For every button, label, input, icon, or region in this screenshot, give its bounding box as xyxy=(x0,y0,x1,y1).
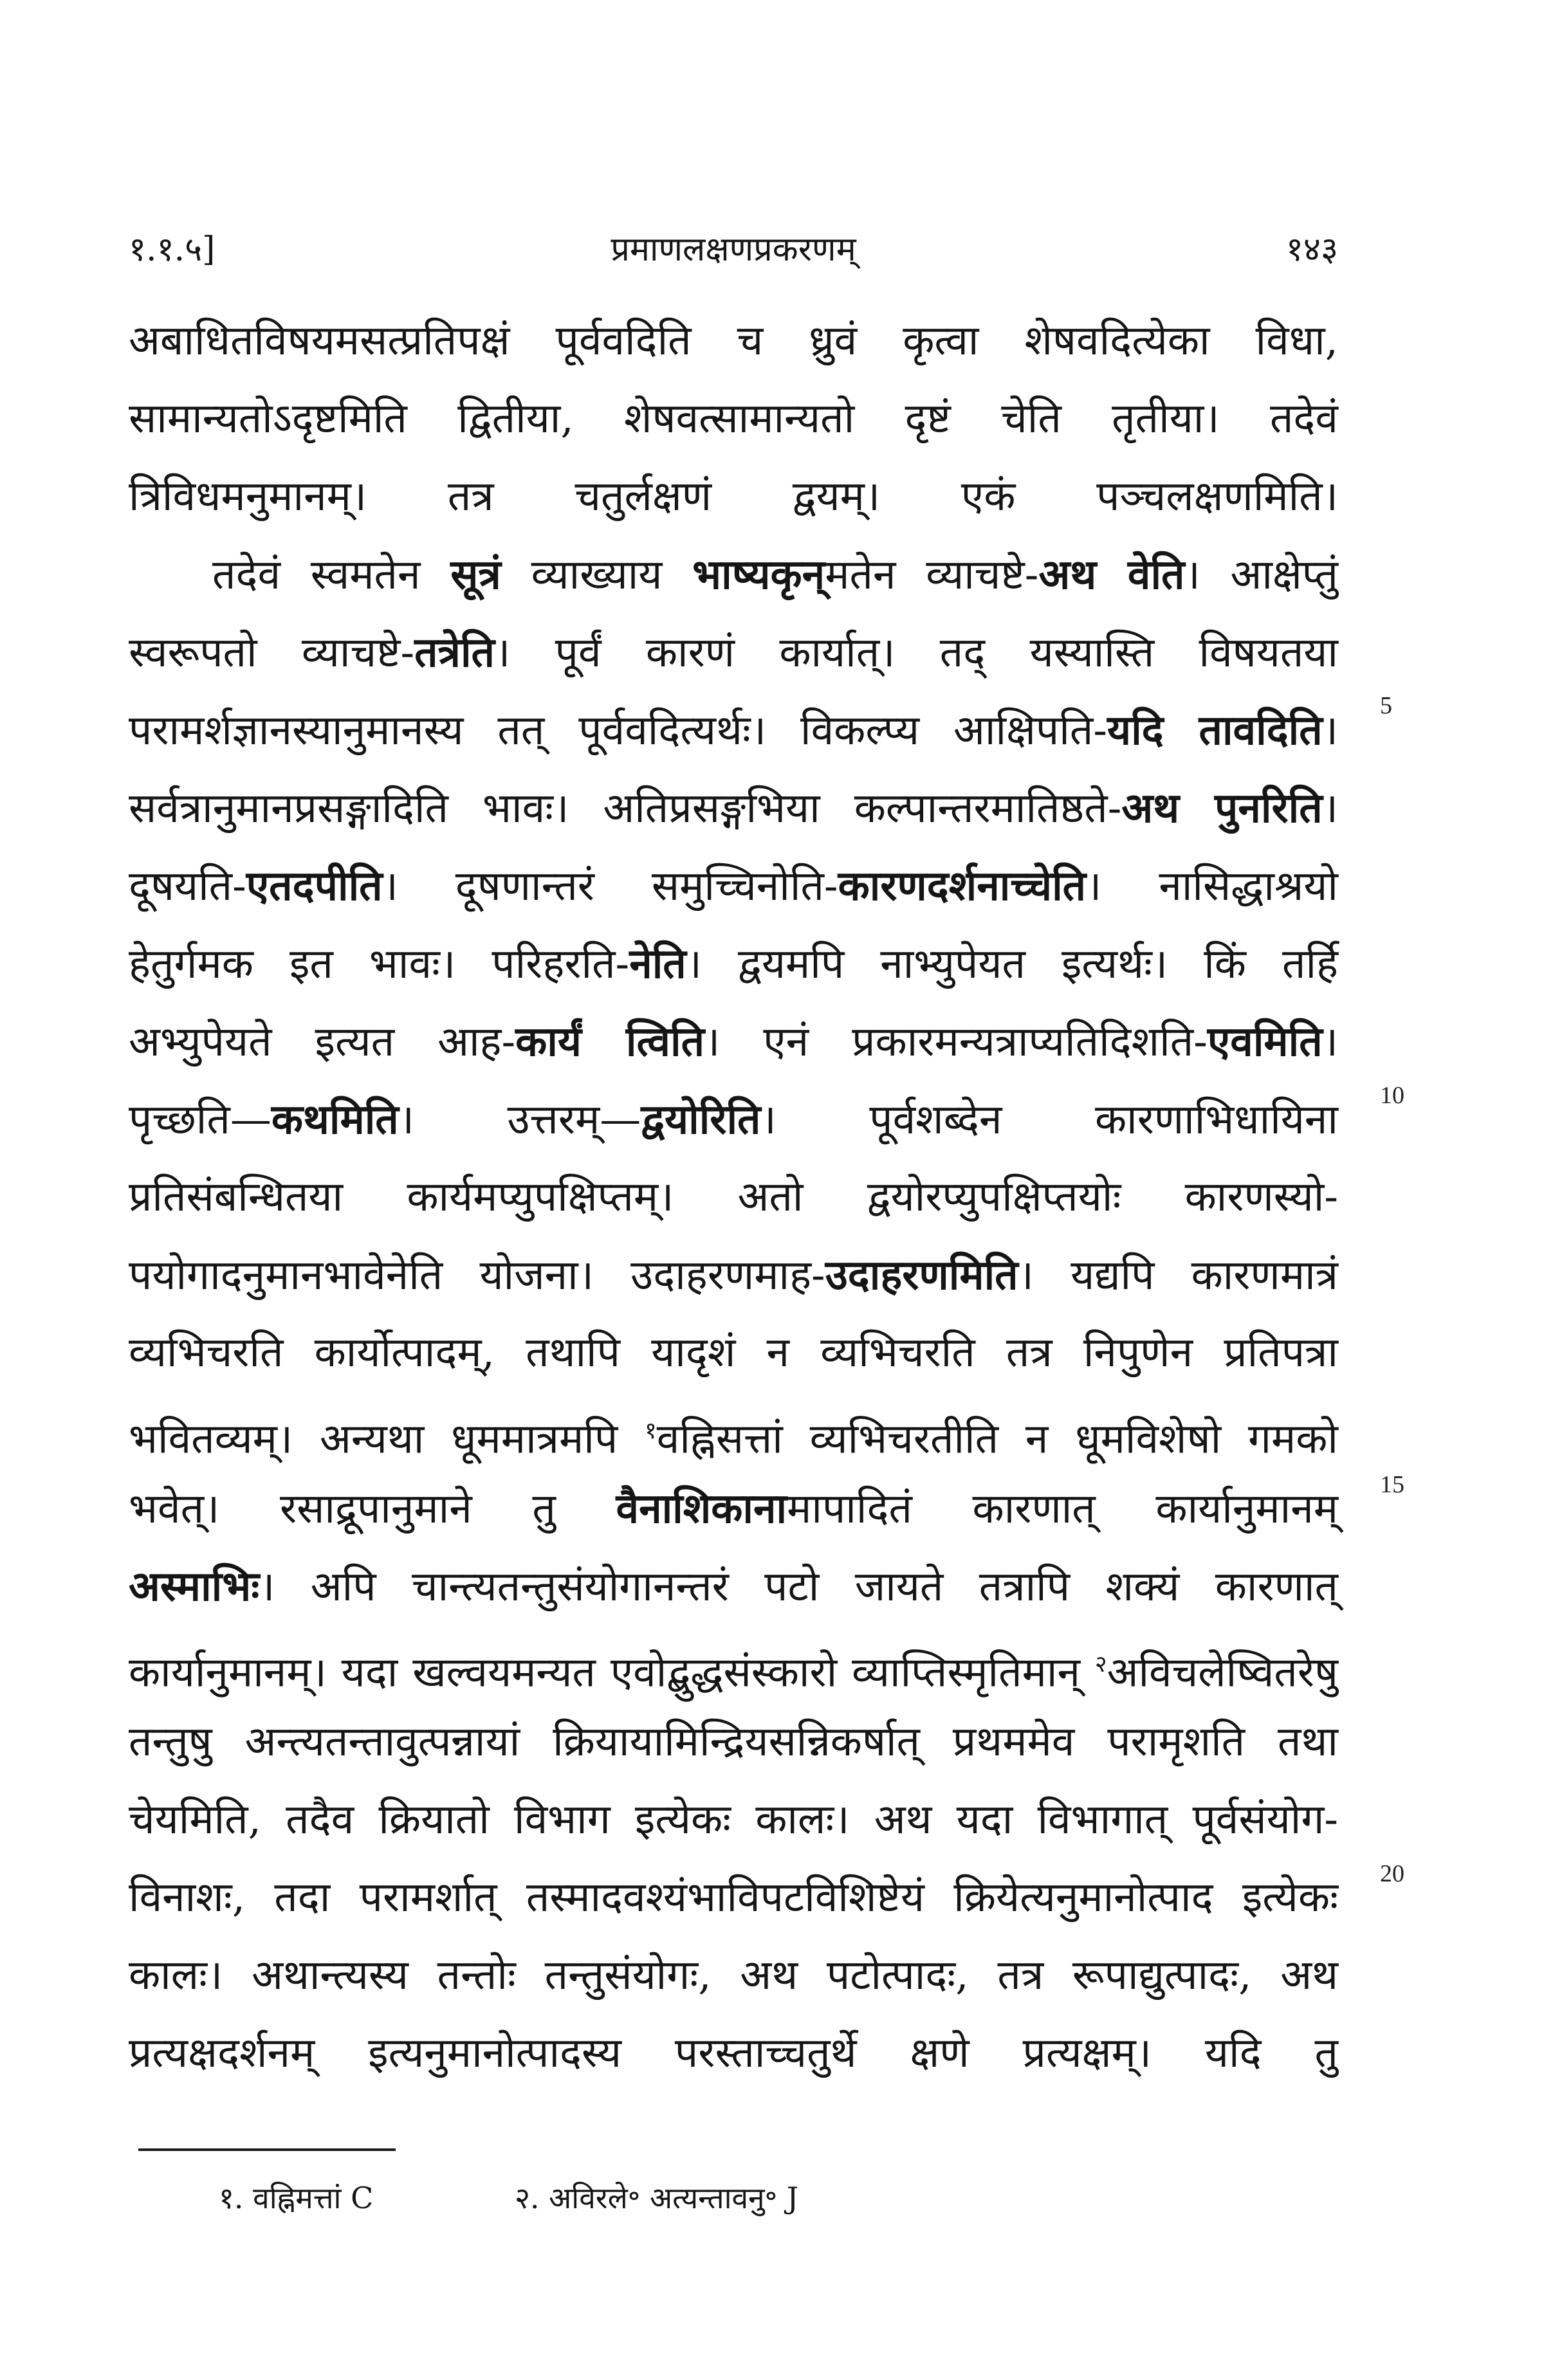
text-segment: । अपि चान्त्यतन्तुसंयोगानन्तरं पटो जायते तत्रापि शक्यं कारणात् xyxy=(259,1563,1338,1611)
text-line xyxy=(129,1937,1338,2015)
bold-term: कथमिति xyxy=(271,1095,399,1144)
bold-term: कार्यं त्विति xyxy=(515,1018,705,1066)
text-line xyxy=(129,1314,1338,1392)
bold-term: भाष्यकृन् xyxy=(692,551,825,599)
text-line xyxy=(129,1781,1338,1859)
text-segment: । xyxy=(1322,785,1338,832)
footnote-marker: २ xyxy=(1094,1651,1107,1678)
text-segment: पृच्छति— xyxy=(129,1096,271,1144)
body-text xyxy=(129,302,1338,2092)
text-segment: । यद्यपि कारणमात्रं xyxy=(1018,1252,1338,1299)
line-number-5: 5 xyxy=(1380,692,1392,719)
page-number: १४३ xyxy=(1285,230,1338,269)
bold-term: कारणदर्शनाच्चेति xyxy=(838,862,1087,910)
text-segment: । द्वयमपि नाभ्युपेयत इत्यर्थः। किं तर्हि xyxy=(686,940,1339,988)
text-segment: । दूषणान्तरं समुच्चिनोति- xyxy=(382,863,838,910)
bold-term: अस्माभिः xyxy=(129,1562,260,1611)
text-segment: त्रिविधमनुमानम्। तत्र चतुर्लक्षणं द्वयम्। एकं पञ्चलक्षणमिति। xyxy=(129,473,1338,520)
text-line xyxy=(129,302,1338,380)
line-number-15: 15 xyxy=(1380,1471,1404,1498)
text-segment: । उत्तरम्— xyxy=(398,1096,641,1144)
text-line xyxy=(129,1081,1338,1158)
text-segment: कालः। अथान्त्यस्य तन्तोः तन्तुसंयोगः, अथ पटोत्पादः, तत्र रूपाद्युत्पादः, अथ xyxy=(129,1952,1338,1999)
text-segment: प्रतिसंबन्धितया कार्यमप्युपक्षिप्तम्। अतो द्वयोरप्युपक्षिप्तयोः कारणस्यो- xyxy=(129,1173,1338,1221)
text-line xyxy=(129,691,1338,769)
text-segment: दूषयति- xyxy=(129,863,246,910)
text-segment: सामान्यतोऽदृष्टमिति द्वितीया, शेषवत्सामान्यतो दृष्टं चेति तृतीया। तदेवं xyxy=(129,395,1338,443)
text-segment: मापादितं कारणात् कार्यानुमानम् xyxy=(787,1485,1338,1533)
text-segment: । एनं प्रकारमन्यत्राप्यतिदिशति- xyxy=(704,1018,1208,1066)
text-line xyxy=(129,1158,1338,1236)
bold-term: अथ पुनरिति xyxy=(1121,784,1323,832)
bold-term: एतदपीति xyxy=(246,862,383,910)
text-segment: तदेवं स्वमतेन xyxy=(212,551,451,599)
text-segment: पयोगादनुमानभावेनेति योजना। उदाहरणमाह- xyxy=(129,1252,825,1299)
text-segment: । xyxy=(1322,1018,1338,1066)
text-segment: चेयमिति, तदैव क्रियातो विभाग इत्येकः कालः। अथ यदा विभागात् पूर्वसंयोग- xyxy=(129,1796,1338,1844)
bold-term: नेति xyxy=(629,940,686,988)
text-line xyxy=(129,769,1338,847)
text-segment: । आक्षेप्तुं xyxy=(1184,551,1338,599)
text-segment: स्वरूपतो व्याचष्टे- xyxy=(129,629,415,677)
bold-term: द्वयोरिति xyxy=(641,1095,761,1144)
page-title: प्रमाणलक्षणप्रकरणम् xyxy=(611,230,856,269)
bold-term: वैनाशिकाना xyxy=(616,1485,787,1533)
text-segment: विनाशः, तदा परामर्शात् तस्मादवश्यंभाविपटविशिष्टेयं क्रियेत्यनुमानोत्पाद इत्येकः xyxy=(129,1874,1338,1921)
text-segment: । xyxy=(1322,707,1339,755)
running-header xyxy=(129,225,1338,283)
text-line xyxy=(129,1703,1338,1781)
text-line xyxy=(129,614,1338,691)
text-segment: व्यभिचरति कार्योत्पादम्, तथापि यादृशं न व्यभिचरति तत्र निपुणेन प्रतिपत्रा xyxy=(129,1329,1338,1377)
text-line xyxy=(129,380,1338,458)
text-line xyxy=(129,1236,1338,1314)
text-segment: अविचलेष्वितरेषु xyxy=(1107,1649,1338,1697)
text-segment: मतेन व्याचष्टे- xyxy=(825,551,1039,599)
text-segment: तन्तुषु अन्त्यतन्तावुत्पन्नायां क्रियायामिन्द्रियसन्निकर्षात् प्रथममेव परामृशति तथा xyxy=(129,1718,1338,1766)
text-segment: भवितव्यम्। अन्यथा धूममात्रमपि xyxy=(129,1415,645,1463)
footnote-1: १. वह्निमत्तां C xyxy=(219,2181,374,2215)
section-reference: १.१.५] xyxy=(129,230,216,269)
line-number-10: 10 xyxy=(1380,1082,1404,1109)
text-segment: । पूर्वं कारणं कार्यात्। तद् यस्यास्ति विषयतया xyxy=(495,629,1338,677)
text-segment: सर्वत्रानुमानप्रसङ्गादिति भावः। अतिप्रसङ्गभिया कल्पान्तरमातिष्ठते- xyxy=(129,785,1122,832)
footnote-rule xyxy=(138,2148,396,2151)
text-line xyxy=(129,1625,1338,1703)
footnote-2: २. अविरले॰ अत्यन्तावनु॰ J xyxy=(515,2181,799,2215)
text-line xyxy=(129,1003,1338,1081)
text-segment: हेतुर्गमक इत भावः। परिहरति- xyxy=(129,940,630,988)
text-line xyxy=(129,536,1338,614)
text-line xyxy=(129,1392,1338,1470)
bold-term: अथ वेति xyxy=(1038,551,1185,599)
footnote-marker: १ xyxy=(645,1418,657,1444)
footnotes xyxy=(219,2177,1248,2229)
text-line xyxy=(129,1548,1338,1625)
text-line xyxy=(129,458,1338,536)
text-line xyxy=(129,925,1338,1003)
text-line xyxy=(129,1470,1338,1548)
text-segment: । पूर्वशब्देन कारणाभिधायिना xyxy=(760,1096,1339,1144)
text-line xyxy=(129,1859,1338,1937)
text-segment: परामर्शज्ञानस्यानुमानस्य तत् पूर्ववदित्यर्थः। विकल्प्य आक्षिपति- xyxy=(129,707,1107,755)
bold-term: सूत्रं xyxy=(450,551,501,599)
text-segment: अबाधितविषयमसत्प्रतिपक्षं पूर्ववदिति च ध्रुवं कृत्वा शेषवदित्येका विधा, xyxy=(129,317,1338,365)
bold-term: यदि तावदिति xyxy=(1107,706,1323,755)
text-segment: कार्यानुमानम्। यदा खल्वयमन्यत एवोद्बुद्धसंस्कारो व्याप्तिस्मृतिमान् xyxy=(129,1649,1095,1697)
text-segment: भवेत्। रसाद्रूपानुमाने तु xyxy=(129,1485,616,1533)
bold-term: उदाहरणमिति xyxy=(825,1251,1018,1299)
line-number-20: 20 xyxy=(1380,1860,1404,1887)
text-segment: । नासिद्धाश्रयो xyxy=(1086,863,1338,910)
text-segment: व्याख्याय xyxy=(501,551,693,599)
bold-term: तत्रेति xyxy=(414,628,495,677)
bold-term: एवमिति xyxy=(1207,1018,1323,1066)
text-segment: अभ्युपेयते इत्यत आह- xyxy=(129,1018,516,1066)
text-line xyxy=(129,847,1338,925)
text-line xyxy=(129,2015,1338,2092)
text-segment: प्रत्यक्षदर्शनम् इत्यनुमानोत्पादस्य परस्ताच्चतुर्थे क्षणे प्रत्यक्षम्। यदि तु xyxy=(129,2029,1338,2077)
text-segment: वह्निसत्तां व्यभिचरतीति न धूमविशेषो गमको xyxy=(656,1415,1339,1463)
